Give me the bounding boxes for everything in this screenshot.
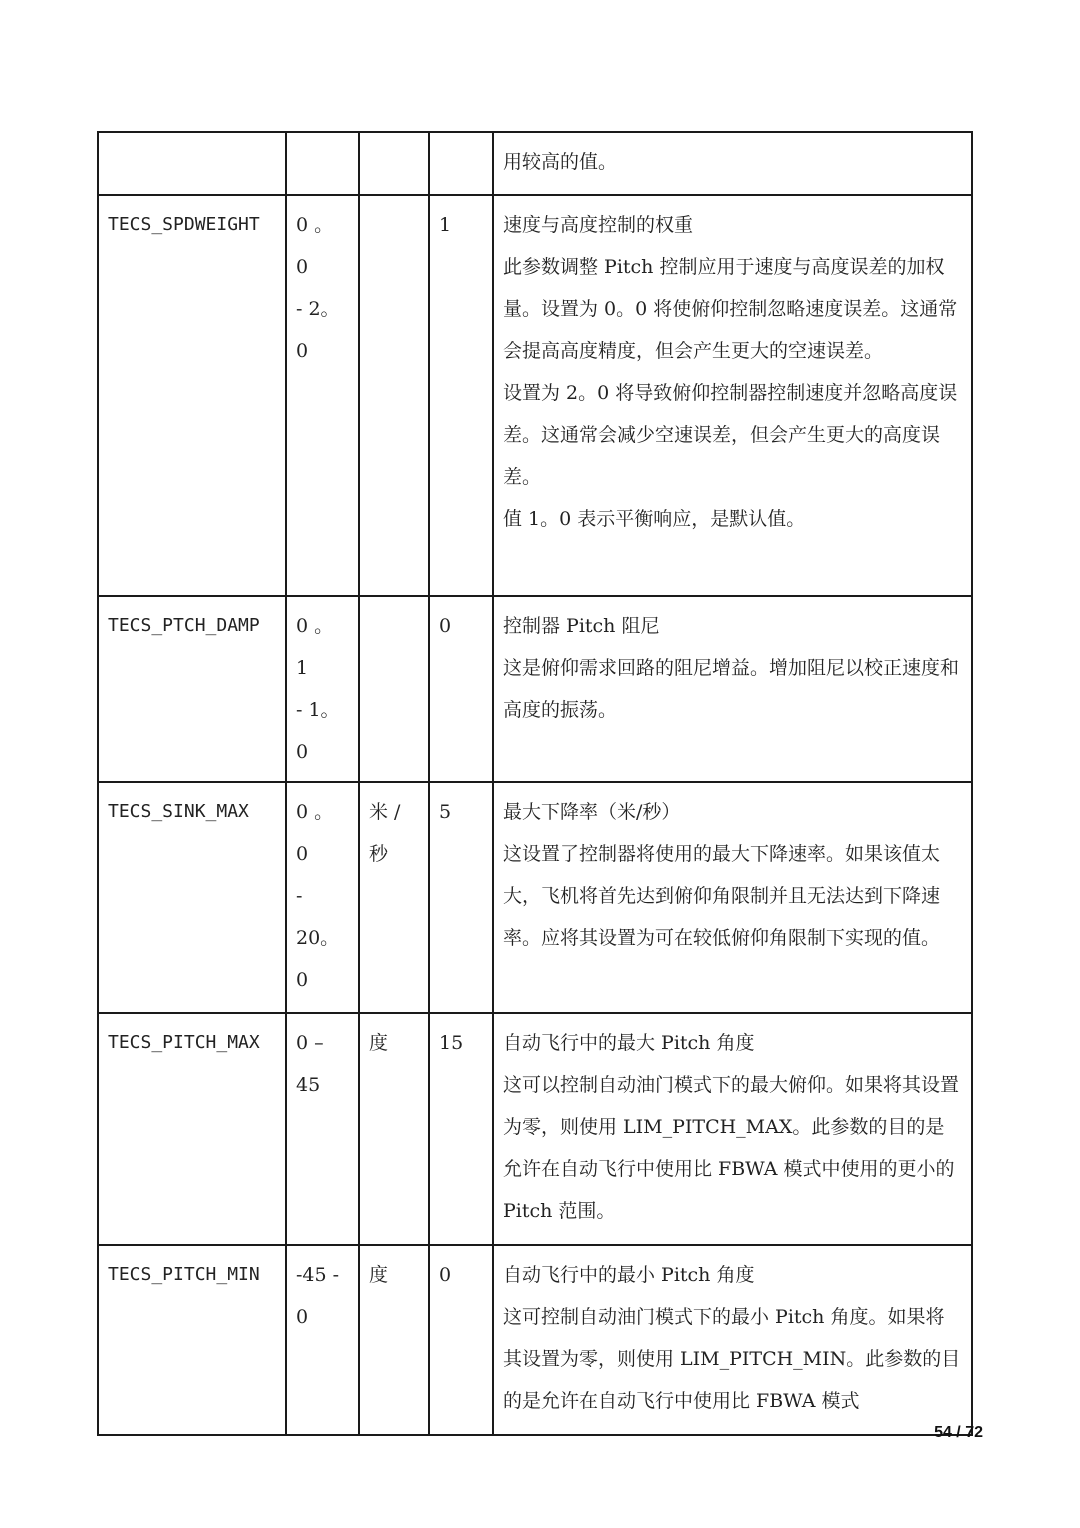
param-default-cell-text: 0	[439, 1264, 452, 1286]
param-unit-cell	[359, 596, 429, 782]
table-row	[98, 782, 972, 1013]
param-range-cell	[286, 596, 359, 782]
param-description-cell	[493, 782, 972, 1013]
param-name-cell-text: TECS_PITCH_MAX	[108, 1032, 260, 1053]
param-range-cell-line: 0	[296, 741, 309, 763]
param-description-cell-line: 最大下降率（米/秒）	[503, 801, 681, 823]
param-range-cell-line: 0	[296, 1306, 309, 1328]
param-description-cell-line: 这可控制自动油门模式下的最小 Pitch 角度。如果将其设置为零，则使用 LIM_PITCH_MIN。此参数的目的是允许在自动飞行中使用比 FBWA 模式	[503, 1306, 961, 1412]
param-unit-cell-line: 秒	[369, 843, 389, 865]
param-description-cell-line: 这是俯仰需求回路的阻尼增益。增加阻尼以校正速度和高度的振荡。	[503, 657, 960, 721]
param-name-cell-text: TECS_SPDWEIGHT	[108, 214, 260, 235]
table-row	[98, 1245, 972, 1435]
param-description-cell-line: 控制器 Pitch 阻尼	[503, 615, 660, 637]
param-range-cell	[286, 782, 359, 1013]
param-name-cell	[98, 132, 286, 195]
param-name-cell	[98, 782, 286, 1013]
param-description-cell-line: 自动飞行中的最小 Pitch 角度	[503, 1264, 755, 1286]
table-row	[98, 195, 972, 596]
param-unit-cell-line: 度	[369, 1264, 389, 1286]
param-description-cell-line: 此参数调整 Pitch 控制应用于速度与高度误差的加权量。设置为 0。0 将使俯仰控制忽略速度误差。这通常会提高高度精度，但会产生更大的空速误差。	[503, 256, 958, 362]
param-range-cell-line: -	[296, 885, 303, 907]
param-description-cell-line: 这设置了控制器将使用的最大下降速率。如果该值太大，飞机将首先达到俯仰角限制并且无法达到下降速率。应将其设置为可在较低俯仰角限制下实现的值。	[503, 843, 941, 949]
param-name-cell-text: TECS_PTCH_DAMP	[108, 615, 260, 636]
param-name-cell	[98, 195, 286, 596]
param-range-cell-line: -45 -	[296, 1264, 340, 1286]
param-description-cell	[493, 195, 972, 596]
param-range-cell-line: - 2。	[296, 298, 340, 320]
param-name-cell-text: TECS_SINK_MAX	[108, 801, 249, 822]
param-unit-cell	[359, 1013, 429, 1245]
param-default-cell-text: 0	[439, 615, 452, 637]
param-range-cell-line: 0	[296, 340, 309, 362]
param-default-cell	[429, 132, 493, 195]
param-name-cell	[98, 1245, 286, 1435]
param-range-cell	[286, 132, 359, 195]
table-row	[98, 132, 972, 195]
param-range-cell-line: 45	[296, 1074, 321, 1096]
param-range-cell-line: 0 。 1	[296, 615, 334, 679]
param-description-cell	[493, 596, 972, 782]
param-description-cell-line: 这可以控制自动油门模式下的最大俯仰。如果将其设置为零，则使用 LIM_PITCH_MAX。此参数的目的是允许在自动飞行中使用比 FBWA 模式中使用的更小的 Pitch 范围。	[503, 1074, 960, 1222]
page-number: 54 / 72	[934, 1424, 983, 1441]
param-default-cell-text: 15	[439, 1032, 464, 1054]
param-name-cell	[98, 596, 286, 782]
table-row	[98, 1013, 972, 1245]
param-range-cell-line: 20。0	[296, 927, 340, 991]
param-range-cell	[286, 195, 359, 596]
param-unit-cell	[359, 132, 429, 195]
param-range-cell	[286, 1245, 359, 1435]
param-default-cell	[429, 195, 493, 596]
param-unit-cell-line: 度	[369, 1032, 389, 1054]
param-default-cell	[429, 596, 493, 782]
param-name-cell-text: TECS_PITCH_MIN	[108, 1264, 260, 1285]
table-row	[98, 596, 972, 782]
param-unit-cell	[359, 782, 429, 1013]
param-default-cell-text: 1	[439, 214, 452, 236]
param-unit-cell	[359, 195, 429, 596]
parameter-table-body	[98, 132, 972, 1435]
param-range-cell	[286, 1013, 359, 1245]
param-range-cell-line: 0 。 0	[296, 214, 334, 278]
param-unit-cell	[359, 1245, 429, 1435]
param-unit-cell-line: 米 /	[369, 801, 401, 823]
param-description-cell-line: 设置为 2。0 将导致俯仰控制器控制速度并忽略高度误差。这通常会减少空速误差，但会产生更大的高度误差。	[503, 382, 958, 488]
param-description-cell-line: 自动飞行中的最大 Pitch 角度	[503, 1032, 755, 1054]
param-description-cell-line: 用较高的值。	[503, 151, 618, 173]
param-description-cell	[493, 1013, 972, 1245]
param-range-cell-line: 0 。 0	[296, 801, 334, 865]
param-default-cell	[429, 1245, 493, 1435]
param-description-cell-line: 速度与高度控制的权重	[503, 214, 694, 236]
param-default-cell	[429, 1013, 493, 1245]
param-description-cell-line: 值 1。0 表示平衡响应，是默认值。	[503, 508, 806, 530]
param-description-cell	[493, 132, 972, 195]
param-name-cell	[98, 1013, 286, 1245]
param-description-cell	[493, 1245, 972, 1435]
param-default-cell	[429, 782, 493, 1013]
param-range-cell-line: - 1。	[296, 699, 340, 721]
param-range-cell-line: 0 –	[296, 1032, 324, 1054]
parameter-table	[97, 131, 973, 1436]
param-default-cell-text: 5	[439, 801, 452, 823]
